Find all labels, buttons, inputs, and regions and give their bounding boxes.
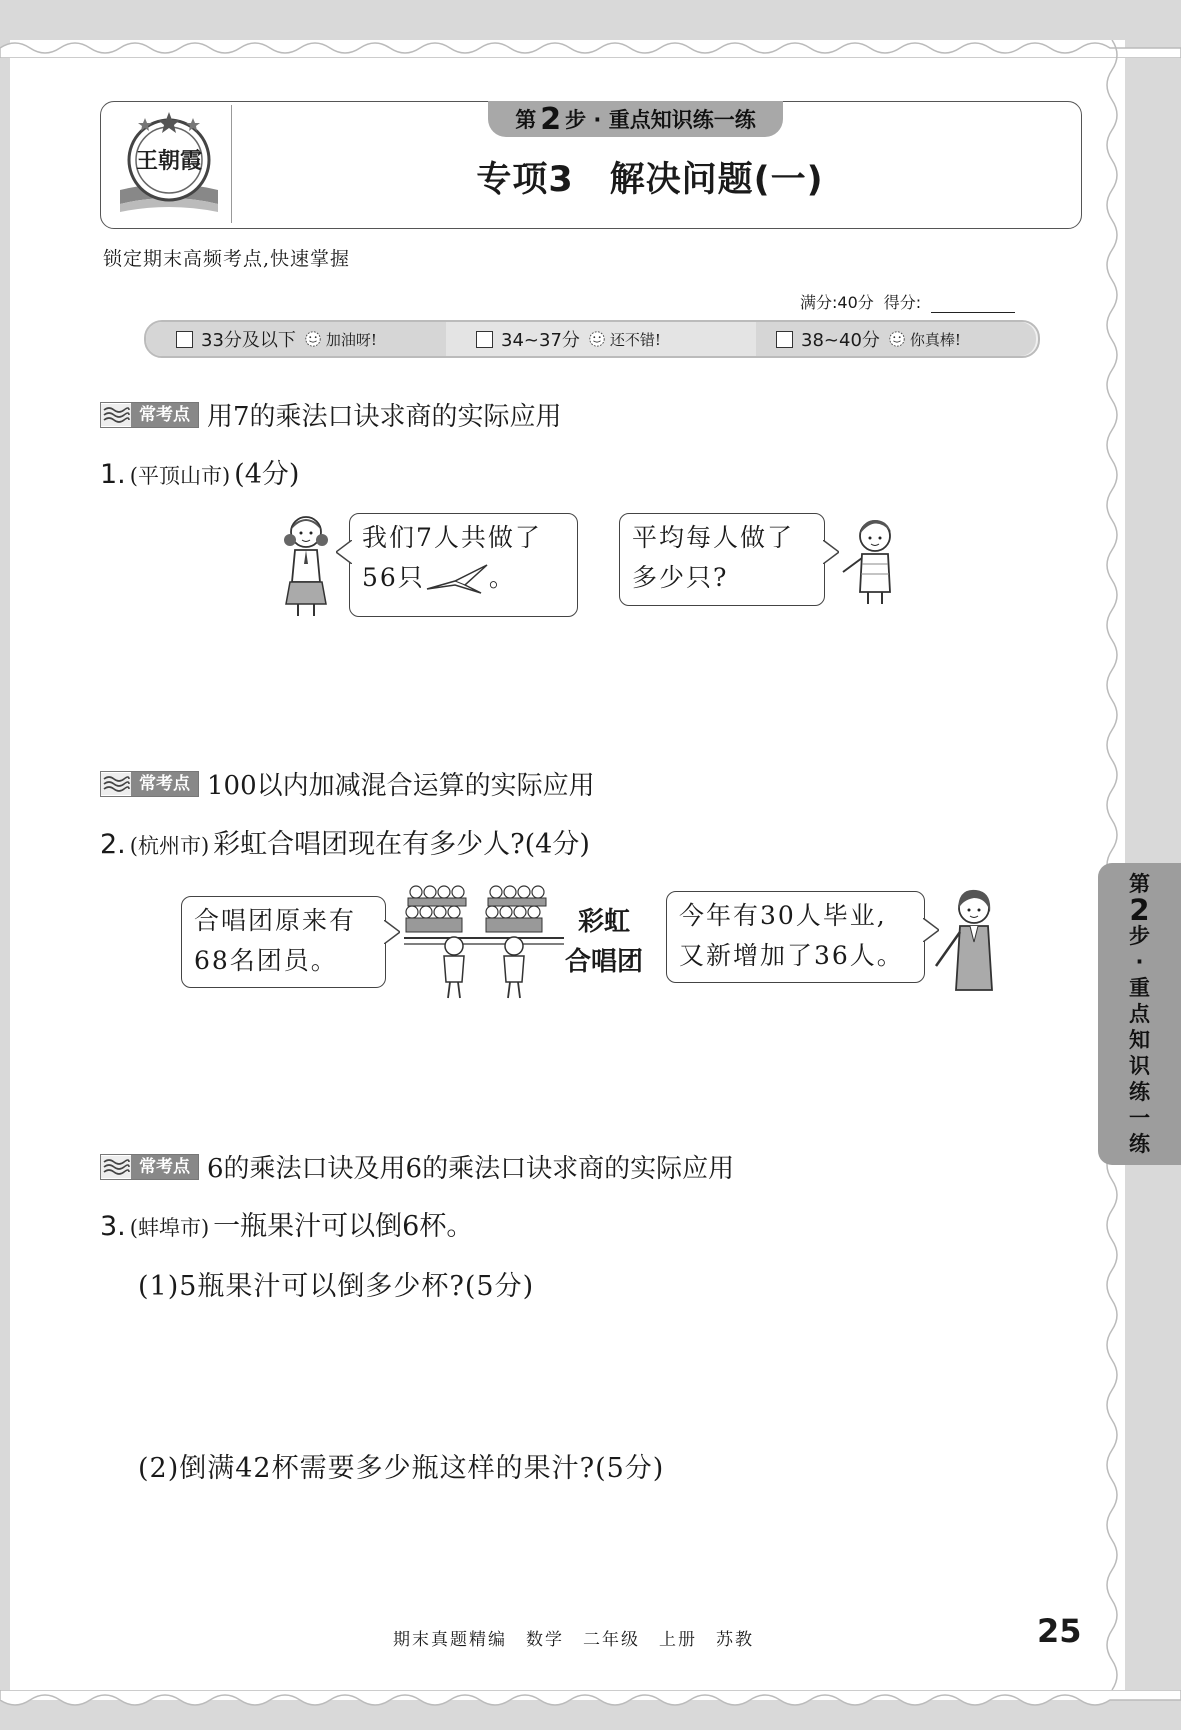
grade-range-3: 38~40分 [801, 330, 880, 351]
grade-option-3[interactable] [756, 322, 1036, 356]
grade-option-2[interactable] [446, 322, 756, 356]
grade-checkbox-2[interactable] [476, 331, 493, 348]
got-score-label: 得分: [883, 293, 922, 312]
key-point-label: 常考点 [131, 403, 198, 427]
side-tab-char: 步 [1129, 924, 1150, 948]
sub-question-1: (1)5瓶果汁可以倒多少杯?(5分) [138, 1271, 535, 1302]
smile-icon [304, 330, 322, 348]
bubble-line: 今年有30人毕业, [679, 901, 887, 930]
key-point-text: 用7的乘法口诀求商的实际应用 [207, 402, 562, 432]
girl-illustration-icon [278, 512, 334, 618]
question-source: (平顶山市) [129, 464, 231, 488]
side-tab-char: 练 [1129, 1080, 1150, 1104]
wavy-border-top [0, 34, 1181, 58]
question-number: 2. [100, 829, 126, 860]
question-1 [100, 452, 299, 491]
full-score-label: 满分:40分 [800, 293, 874, 312]
grade-message-3-wrap [888, 329, 961, 350]
bubble-line: 68名团员。 [194, 946, 338, 975]
waves-icon [101, 1156, 131, 1178]
grade-message-1-wrap [304, 329, 377, 350]
boy-illustration-icon [835, 514, 905, 606]
sub-question-2: (2)倒满42杯需要多少瓶这样的果汁?(5分) [138, 1453, 665, 1484]
choir-name-label [565, 902, 643, 982]
question-source: (杭州市) [129, 834, 210, 858]
step-prefix: 第 [515, 108, 537, 132]
wavy-border-bottom [0, 1690, 1181, 1714]
footer-book-info: 期末真题精编 数学 二年级 上册 苏教 [393, 1630, 754, 1650]
choir-label-line: 合唱团 [565, 947, 644, 977]
side-tab-char: 点 [1129, 1002, 1150, 1026]
speech-bubble-right [666, 891, 925, 983]
bubble-line-end: 。 [488, 563, 516, 592]
grade-bar [144, 320, 1040, 358]
grade-checkbox-3[interactable] [776, 331, 793, 348]
paper-crane-icon [425, 561, 489, 595]
score-blank-field[interactable] [931, 294, 1015, 313]
speech-bubble-right [619, 513, 825, 606]
bubble-tail [384, 920, 400, 944]
logo-divider [231, 105, 232, 223]
key-point-text: 100以内加减混合运算的实际应用 [207, 771, 595, 801]
grade-range-2: 34~37分 [501, 330, 580, 351]
choir-label-line: 彩虹 [578, 907, 631, 937]
step-number: 2 [540, 101, 562, 137]
key-point-2 [100, 765, 595, 802]
key-point-label: 常考点 [131, 1155, 198, 1179]
svg-text:王朝霞: 王朝霞 [135, 148, 203, 174]
speech-bubble-left [349, 513, 578, 617]
score-line [800, 290, 1015, 313]
smile-icon [588, 330, 606, 348]
question-source: (蚌埠市) [129, 1216, 210, 1240]
teacher-illustration-icon [932, 886, 1002, 996]
question-text: 彩虹合唱团现在有多少人?(4分) [213, 829, 590, 860]
key-point-tag [100, 402, 199, 428]
brand-logo-icon [110, 108, 228, 220]
side-section-tab[interactable] [1098, 863, 1181, 1165]
grade-range-1: 33分及以下 [201, 330, 296, 351]
side-tab-char: 重 [1129, 976, 1150, 1000]
side-tab-number: 2 [1129, 893, 1150, 927]
waves-icon [101, 404, 131, 426]
page-title: 专项3 解决问题(一) [476, 160, 824, 200]
question-number: 3. [100, 1211, 126, 1242]
bubble-line: 56只 [362, 563, 425, 592]
page-number: 25 [1037, 1612, 1082, 1650]
question-text: 一瓶果汁可以倒6杯。 [213, 1211, 474, 1242]
key-point-tag [100, 771, 199, 797]
step-banner [488, 101, 783, 137]
grade-message-2: 还不错! [609, 330, 661, 349]
side-tab-char: 一 [1129, 1106, 1150, 1130]
choir-group-illustration-icon [404, 882, 564, 1002]
step-suffix: 步 · 重点知识练一练 [565, 108, 756, 132]
grade-checkbox-1[interactable] [176, 331, 193, 348]
bubble-line-2-wrap [362, 558, 565, 598]
smile-icon [888, 330, 906, 348]
grade-option-1[interactable] [146, 322, 446, 356]
side-tab-char: · [1135, 950, 1144, 974]
speech-bubble-left [181, 896, 386, 988]
side-tab-char: 第 [1129, 872, 1150, 896]
side-tab-char: 识 [1129, 1054, 1150, 1078]
question-3 [100, 1204, 473, 1243]
side-tab-char: 知 [1129, 1028, 1150, 1052]
bubble-line: 我们7人共做了 [362, 523, 542, 552]
key-point-text: 6的乘法口诀及用6的乘法口诀求商的实际应用 [207, 1154, 735, 1184]
bubble-line: 合唱团原来有 [194, 906, 357, 935]
grade-message-1: 加油呀! [325, 330, 377, 349]
grade-message-3: 你真棒! [909, 330, 961, 349]
key-point-tag [100, 1154, 199, 1180]
bubble-tail [336, 540, 352, 564]
side-tab-char: 练 [1129, 1132, 1150, 1156]
key-point-label: 常考点 [131, 772, 198, 796]
bubble-line: 平均每人做了 [632, 523, 795, 552]
question-number: 1. [100, 459, 126, 490]
question-points: (4分) [234, 459, 300, 490]
subtitle: 锁定期末高频考点,快速掌握 [103, 248, 351, 270]
bubble-line: 多少只? [632, 563, 729, 592]
grade-message-2-wrap [588, 329, 661, 350]
bubble-line: 又新增加了36人。 [679, 941, 904, 970]
key-point-3 [100, 1148, 734, 1185]
waves-icon [101, 773, 131, 795]
key-point-1 [100, 396, 562, 433]
question-2 [100, 822, 590, 861]
